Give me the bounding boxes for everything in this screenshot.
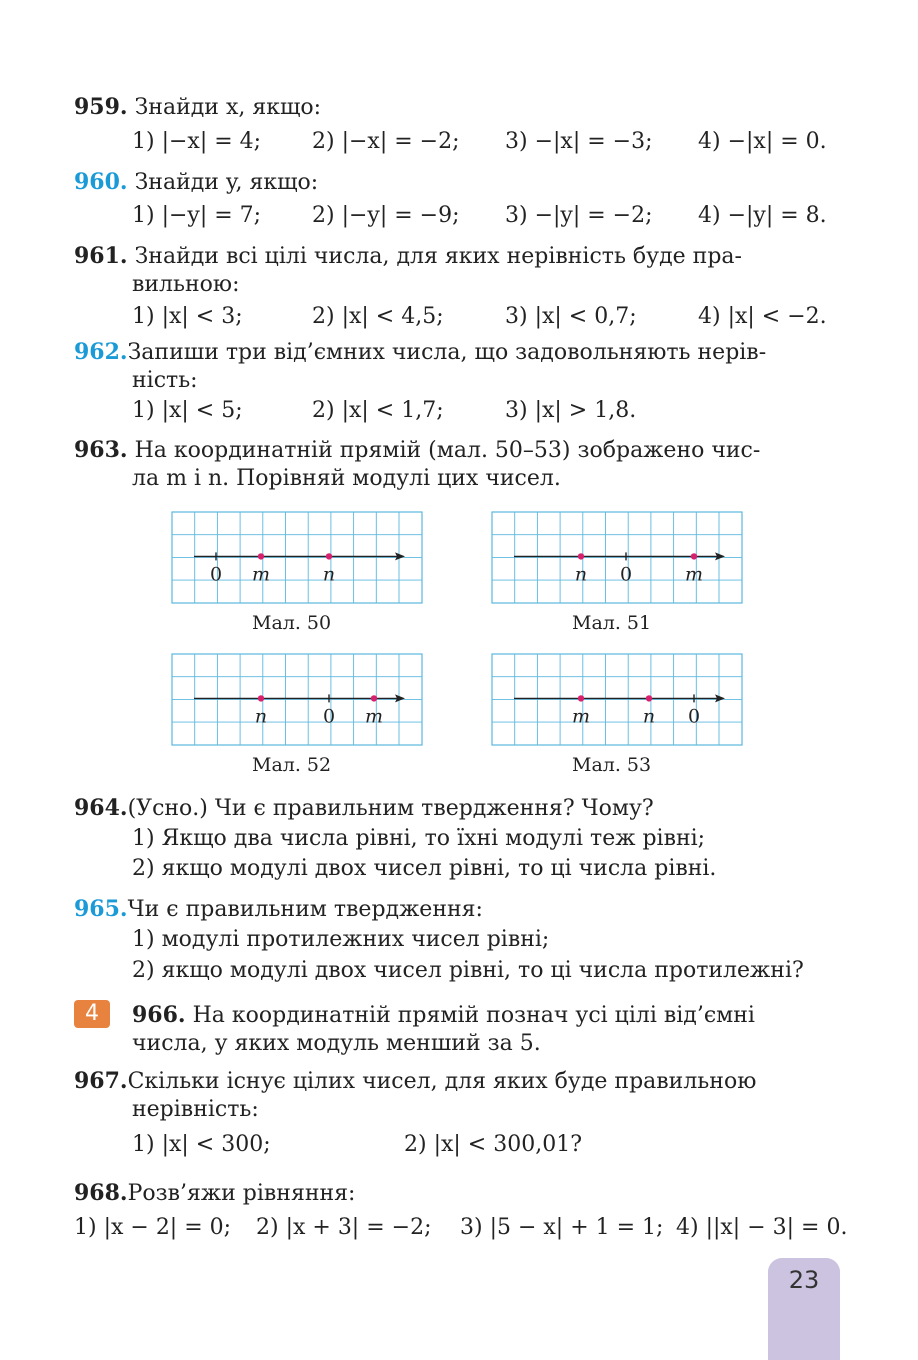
ex965-item2: 2) якщо модулі двох чисел рівні, то ці числа протилежні? <box>132 958 804 983</box>
ex964-item2: 2) якщо модулі двох чисел рівні, то ці числа рівні. <box>132 856 717 881</box>
ex960-item4: 4) −|y| = 8. <box>698 203 827 228</box>
label-0: 0 <box>687 705 701 728</box>
exercise-961: 961. Знайди всі цілі числа, для яких нерівність буде пра- <box>74 243 742 269</box>
point-m <box>258 553 264 559</box>
ex966-line2: числа, у яких модуль менший за 5. <box>132 1031 541 1056</box>
figure-53-caption: Мал. 53 <box>572 754 652 776</box>
ex965-item1: 1) модулі протилежних чисел рівні; <box>132 927 550 952</box>
figure-51 <box>491 511 743 604</box>
ex967-item2: 2) |x| < 300,01? <box>404 1132 582 1157</box>
exercise-964: 964.(Усно.) Чи є правильним твердження? Чому? <box>74 795 654 821</box>
ex962-line2: ність: <box>132 368 198 393</box>
ex959-item3: 3) −|x| = −3; <box>505 129 653 154</box>
figure-52 <box>171 653 423 746</box>
figure-53 <box>491 653 743 746</box>
ex962-item3: 3) |x| > 1,8. <box>505 398 637 423</box>
ex961-item3: 3) |x| < 0,7; <box>505 304 637 329</box>
label-0: 0 <box>209 563 223 586</box>
point-n <box>646 695 652 701</box>
ex960-item2: 2) |−y| = −9; <box>312 203 460 228</box>
ex961-item1: 1) |x| < 3; <box>132 304 243 329</box>
ex968-item3: 3) |5 − x| + 1 = 1; <box>460 1215 664 1240</box>
ex962-item2: 2) |x| < 1,7; <box>312 398 444 423</box>
point-m <box>578 695 584 701</box>
ex968-item2: 2) |x + 3| = −2; <box>256 1215 432 1240</box>
page-number: 23 <box>768 1258 840 1360</box>
label-m: m <box>364 705 384 728</box>
ex961-line2: вильною: <box>132 272 240 297</box>
ex961-item2: 2) |x| < 4,5; <box>312 304 444 329</box>
ex968-item1: 1) |x − 2| = 0; <box>74 1215 232 1240</box>
figure-51-caption: Мал. 51 <box>572 612 652 634</box>
ex959-item1: 1) |−x| = 4; <box>132 129 262 154</box>
ex959-item2: 2) |−x| = −2; <box>312 129 460 154</box>
label-n: n <box>642 705 656 728</box>
exercise-968: 968.Розв’яжи рівняння: <box>74 1180 356 1206</box>
figure-50 <box>171 511 423 604</box>
figure-52-caption: Мал. 52 <box>252 754 332 776</box>
label-m: m <box>571 705 591 728</box>
label-0: 0 <box>322 705 336 728</box>
ex960-item3: 3) −|y| = −2; <box>505 203 653 228</box>
exercise-959-text: Знайди x, якщо: <box>134 95 322 120</box>
exercise-962: 962.Запиши три від’ємних числа, що задовольняють нерів- <box>74 339 767 365</box>
exercise-959: 959. Знайди x, якщо: <box>74 94 322 120</box>
point-n <box>326 553 332 559</box>
ex959-item4: 4) −|x| = 0. <box>698 129 827 154</box>
label-n: n <box>574 563 588 586</box>
point-n <box>258 695 264 701</box>
ex960-item1: 1) |−y| = 7; <box>132 203 262 228</box>
ex967-item1: 1) |x| < 300; <box>132 1132 271 1157</box>
ex963-line2: ла m і n. Порівняй модулі цих чисел. <box>132 466 561 491</box>
ex961-item4: 4) |x| < −2. <box>698 304 827 329</box>
ex968-item4: 4) ||x| − 3| = 0. <box>676 1215 848 1240</box>
exercise-960: 960. Знайди y, якщо: <box>74 169 319 195</box>
label-m: m <box>684 563 704 586</box>
exercise-960-text: Знайди y, якщо: <box>134 170 319 195</box>
figure-50-caption: Мал. 50 <box>252 612 332 634</box>
exercise-963: 963. На координатній прямій (мал. 50–53) зображено чис- <box>74 437 761 463</box>
label-n: n <box>254 705 268 728</box>
exercise-965: 965.Чи є правильним твердження: <box>74 896 483 922</box>
label-m: m <box>251 563 271 586</box>
label-n: n <box>322 563 336 586</box>
exercise-967: 967.Скільки існує цілих чисел, для яких буде правильною <box>74 1068 757 1094</box>
exercise-966: 966. На координатній прямій познач усі цілі від’ємні <box>132 1002 755 1028</box>
point-m <box>371 695 377 701</box>
ex962-item1: 1) |x| < 5; <box>132 398 243 423</box>
level-badge: 4 <box>74 1000 110 1028</box>
label-0: 0 <box>619 563 633 586</box>
point-m <box>691 553 697 559</box>
ex967-line2: нерівність: <box>132 1097 259 1122</box>
point-n <box>578 553 584 559</box>
ex964-item1: 1) Якщо два числа рівні, то їхні модулі теж рівні; <box>132 826 706 851</box>
